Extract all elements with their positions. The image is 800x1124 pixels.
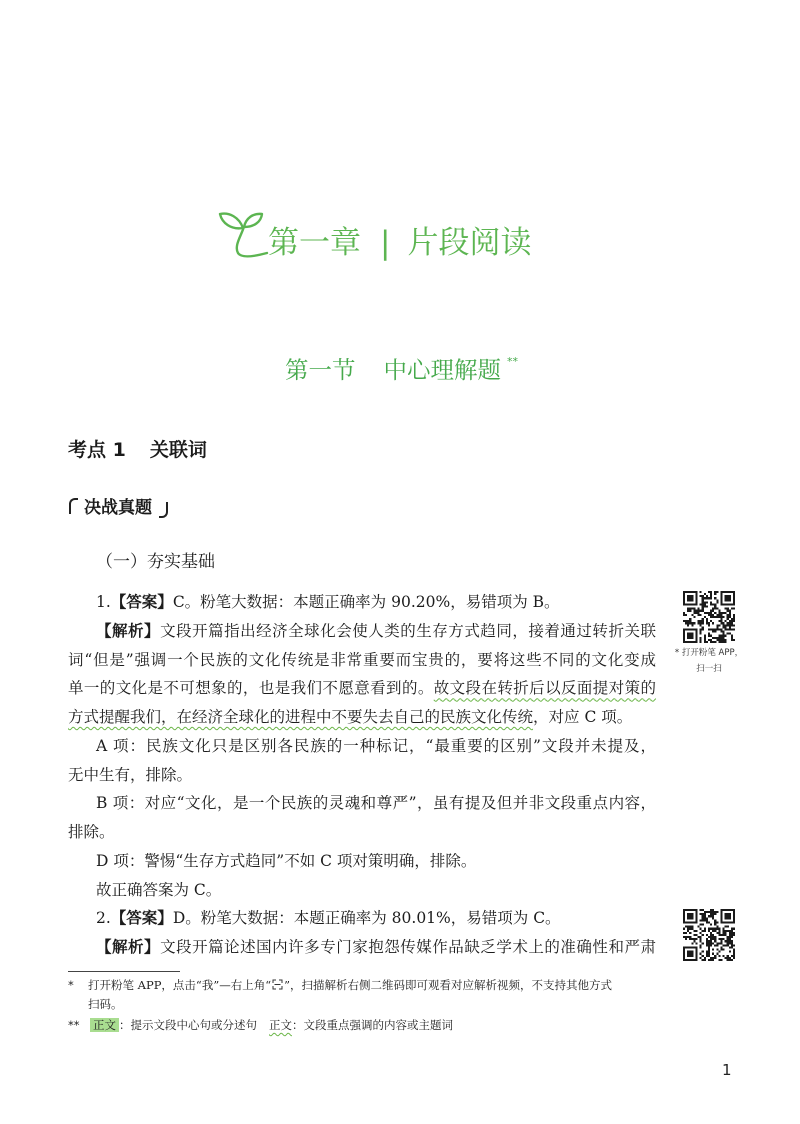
qr-caption-line: * 打开粉笔 APP，	[674, 648, 744, 658]
q1-analysis-text: 单一的文化是不可想象的，也是我们不愿意看到的。	[68, 679, 434, 698]
q1-analysis-text: ，对应 C 项。	[533, 708, 633, 726]
q1-answer-tag: 【答案】	[110, 593, 173, 611]
q1-conclusion: 故正确答案为 C。	[96, 880, 222, 899]
section-footnote-mark: **	[507, 355, 518, 368]
chapter-name: 片段阅读	[407, 225, 532, 261]
subsection-title: （一）夯实基础	[96, 552, 215, 572]
sprout-icon	[218, 206, 270, 260]
q1-option-a: A 项：民族文化只是区别各民族的一种标记，“最重要的区别”文段并未提及，	[96, 736, 656, 755]
scan-icon	[272, 977, 283, 988]
highlight-legend-label: 正文	[90, 1018, 119, 1032]
q2-analysis-line	[68, 933, 656, 962]
footnote-text-part: 扫码。	[88, 997, 123, 1011]
qr-code-image	[683, 909, 735, 961]
q2-analysis-tag: 【解析】	[96, 938, 161, 956]
topic-heading	[68, 437, 207, 463]
chapter-heading	[218, 206, 558, 262]
q1-number: 1.	[96, 593, 111, 611]
footnote-text-part: 打开粉笔 APP，点击“我”—右上角“	[88, 978, 272, 992]
q1-option-b: 排除。	[68, 823, 115, 841]
footnote-2	[68, 1016, 453, 1035]
q1-option-a: 无中生有，排除。	[68, 765, 193, 784]
answer-analysis-body	[68, 588, 656, 962]
q1-analysis-line	[68, 703, 656, 732]
topic-title: 关联词	[149, 439, 207, 461]
chapter-title	[268, 225, 531, 261]
footnote-text-part: ”，扫描解析右侧二维码即可观看对应解析视频，不支持其他方式	[284, 978, 612, 992]
qr-code-image	[683, 591, 735, 643]
q2-answer-text: D。粉笔大数据：本题正确率为 80.01%，易错项为 C。	[172, 909, 561, 928]
q1-option-d: D 项：警惕“生存方式趋同”不如 C 项对策明确，排除。	[96, 851, 477, 870]
topic-label: 考点 1	[68, 439, 126, 461]
footnote-marker: **	[68, 1018, 80, 1032]
chapter-label: 第一章	[268, 225, 361, 261]
underline-legend-desc: ：文段重点强调的内容或主题词	[292, 1018, 453, 1032]
section-label: 第一节	[285, 356, 356, 384]
q1-answer-line	[68, 588, 656, 617]
qr-code	[683, 591, 735, 643]
q1-key-sentence: 故文段在转折后以反面提对策的	[433, 679, 656, 698]
q2-analysis-text: 文段开篇论述国内许多专门家抱怨传媒作品缺乏学术上的准确性和严肃	[160, 938, 656, 956]
q1-option-b: B 项：对应“文化，是一个民族的灵魂和尊严”，虽有提及但并非文段重点内容，	[96, 794, 656, 813]
q1-answer-text: C。粉笔大数据：本题正确率为 90.20%，易错项为 B。	[172, 593, 560, 611]
q1-analysis-line	[68, 674, 656, 703]
q1-analysis-line	[68, 646, 656, 675]
page-number: 1	[722, 1061, 732, 1079]
q1-analysis-text: 文段开篇指出经济全球化会使人类的生存方式趋同，接着通过转折关联	[160, 621, 656, 640]
q1-analysis-line	[68, 617, 656, 646]
q2-answer-line	[68, 904, 656, 933]
block-title: 决战真题	[68, 496, 170, 520]
footnote-marker: *	[68, 978, 74, 992]
q2-number: 2.	[96, 909, 111, 928]
footnote-1	[68, 976, 612, 1014]
underline-legend-label: 正文	[269, 1018, 292, 1032]
section-title	[285, 347, 518, 385]
qr-caption-line: 扫一扫	[696, 664, 722, 674]
footnote-text	[88, 976, 612, 1014]
q1-analysis-tag: 【解析】	[96, 621, 161, 640]
footnote-legend	[90, 1016, 453, 1035]
section-name: 中心理解题	[383, 356, 501, 384]
q1-key-sentence: 方式提醒我们，在经济全球化的进程中不要失去自己的民族文化传统	[68, 708, 534, 726]
footnote-divider	[68, 971, 180, 972]
highlight-legend-desc: ：提示文段中心句或分述句	[119, 1018, 257, 1032]
chapter-separator: |	[380, 225, 391, 261]
q1-analysis-text: 词“但是”强调一个民族的文化传统是非常重要而宝贵的，要将这些不同的文化变成	[68, 650, 656, 669]
q2-answer-tag: 【答案】	[110, 909, 173, 928]
qr-code	[683, 909, 735, 961]
qr-caption	[664, 645, 754, 677]
